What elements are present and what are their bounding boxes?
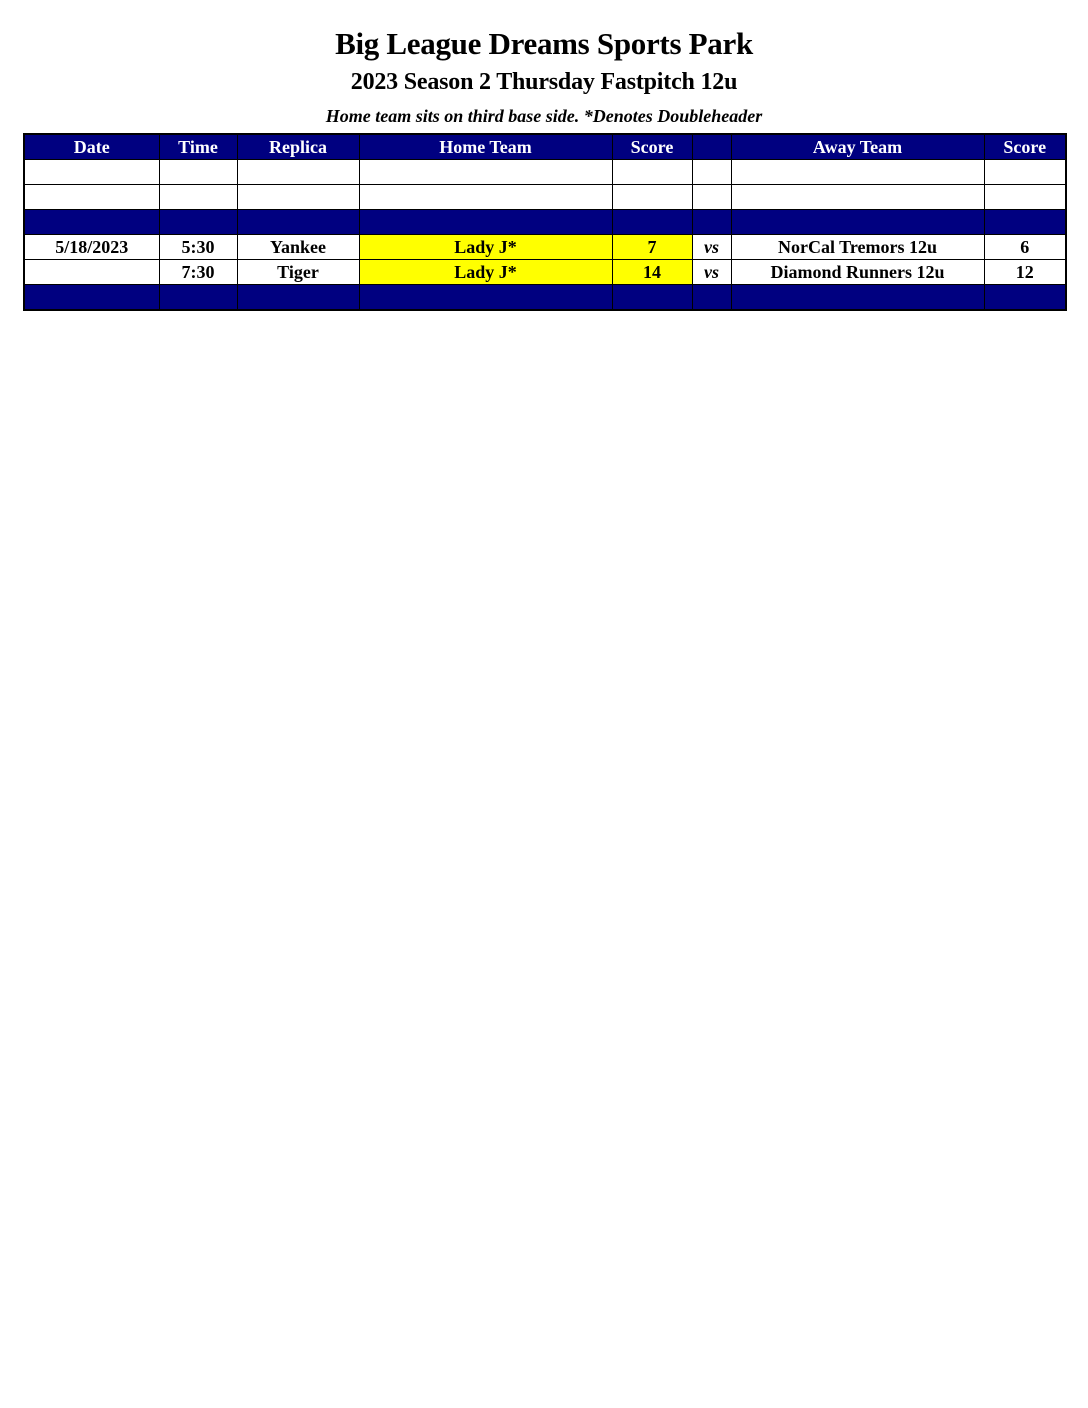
schedule-table bbox=[23, 133, 1067, 311]
game-home-score: 7 bbox=[612, 235, 692, 260]
game-home-team: Lady J* bbox=[359, 260, 612, 285]
game-row bbox=[24, 235, 1066, 260]
page-subtitle: 2023 Season 2 Thursday Fastpitch 12u bbox=[350, 69, 738, 95]
col-header-date: Date bbox=[24, 134, 159, 160]
page-note: Home team sits on third base side. *Denotes Doubleheader bbox=[325, 106, 763, 126]
empty-row bbox=[24, 185, 1066, 210]
game-away-team: NorCal Tremors 12u bbox=[731, 235, 984, 260]
empty-row bbox=[24, 160, 1066, 185]
separator-row bbox=[24, 210, 1066, 235]
game-home-score: 14 bbox=[612, 260, 692, 285]
game-away-score: 6 bbox=[984, 235, 1066, 260]
page-title: Big League Dreams Sports Park bbox=[335, 26, 753, 61]
game-away-team: Diamond Runners 12u bbox=[731, 260, 984, 285]
game-replica: Yankee bbox=[237, 235, 359, 260]
game-time: 7:30 bbox=[159, 260, 237, 285]
table-header-row bbox=[24, 134, 1066, 160]
game-date: 5/18/2023 bbox=[24, 235, 159, 260]
col-header-away-team: Away Team bbox=[731, 134, 984, 160]
separator-row bbox=[24, 285, 1066, 311]
col-header-vs bbox=[692, 134, 731, 160]
game-vs: vs bbox=[692, 235, 731, 260]
game-row bbox=[24, 260, 1066, 285]
col-header-home-score: Score bbox=[612, 134, 692, 160]
game-home-team: Lady J* bbox=[359, 235, 612, 260]
col-header-replica: Replica bbox=[237, 134, 359, 160]
game-vs: vs bbox=[692, 260, 731, 285]
game-time: 5:30 bbox=[159, 235, 237, 260]
col-header-away-score: Score bbox=[984, 134, 1066, 160]
col-header-home-team: Home Team bbox=[359, 134, 612, 160]
game-away-score: 12 bbox=[984, 260, 1066, 285]
game-date bbox=[24, 260, 159, 285]
game-replica: Tiger bbox=[237, 260, 359, 285]
col-header-time: Time bbox=[159, 134, 237, 160]
